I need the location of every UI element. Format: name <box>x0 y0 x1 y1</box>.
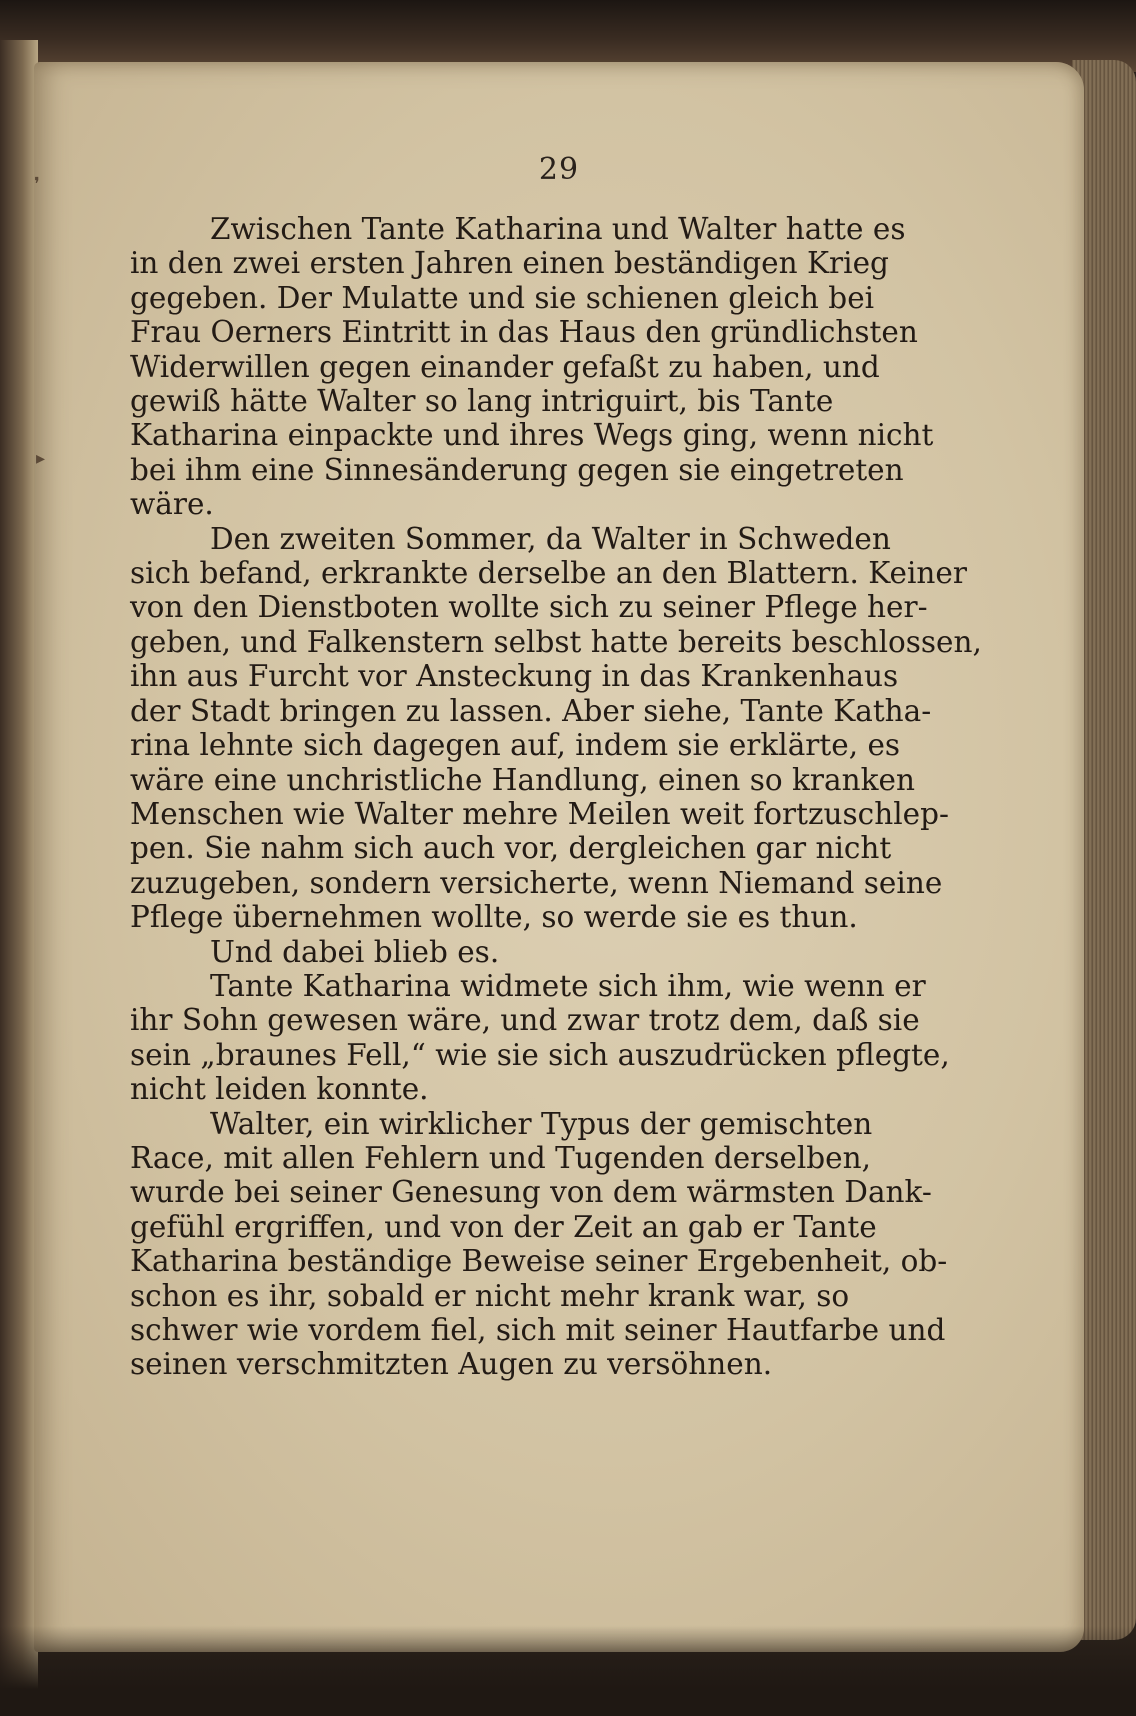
text-line: Widerwillen gegen einander gefaßt zu haben, und <box>130 349 880 384</box>
text-line: wurde bei seiner Genesung von dem wärmsten Dank- <box>130 1175 932 1210</box>
text-line: von den Dienstboten wollte sich zu seiner Pflege her- <box>130 590 928 625</box>
text-line: wäre eine unchristliche Handlung, einen so kranken <box>130 762 915 797</box>
margin-mark: ❜ <box>34 174 40 195</box>
text-line: der Stadt bringen zu lassen. Aber siehe, Tante Katha- <box>130 693 932 728</box>
text-line: Und dabei blieb es. <box>210 934 500 969</box>
text-line: nicht leiden konnte. <box>130 1072 429 1107</box>
text-line: schwer wie vordem fiel, sich mit seiner Hautfarbe und <box>130 1313 946 1347</box>
paragraph <box>130 969 970 1107</box>
paragraph <box>130 935 970 969</box>
text-line: gefühl ergriffen, und von der Zeit an gab er Tante <box>130 1209 877 1244</box>
book-page <box>34 62 1084 1652</box>
text-line: zuzugeben, sondern versicherte, wenn Niemand seine <box>130 865 943 900</box>
text-line: Katharina beständige Beweise seiner Ergebenheit, ob- <box>130 1244 948 1279</box>
paragraph <box>130 521 982 935</box>
text-line: sich befand, erkrankte derselbe an den Blattern. Keiner <box>130 556 967 591</box>
paragraph <box>130 1107 970 1382</box>
text-line: sein „braunes Fell,“ wie sie sich auszudrücken pflegte, <box>130 1037 950 1072</box>
text-line: gewiß hätte Walter so lang intriguirt, bis Tante <box>130 384 834 419</box>
body-text <box>130 212 982 1382</box>
page-number: 29 <box>538 152 580 187</box>
text-line: Den zweiten Sommer, da Walter in Schweden <box>210 521 891 556</box>
text-line: in den zwei ersten Jahren einen beständigen Krieg <box>130 246 889 281</box>
text-line: ihr Sohn gewesen wäre, und zwar trotz dem, daß sie <box>130 1003 920 1038</box>
text-line: Menschen wie Walter mehre Meilen weit fortzuschlep- <box>130 796 949 831</box>
text-line: rina lehnte sich dagegen auf, indem sie erklärte, es <box>130 728 901 763</box>
text-line: Frau Oerners Eintritt in das Haus den gründlichsten <box>130 315 918 350</box>
text-line: bei ihm eine Sinnesänderung gegen sie eingetreten <box>130 452 904 487</box>
text-line: gegeben. Der Mulatte und sie schienen gleich bei <box>130 280 875 315</box>
text-line: Katharina einpackte und ihres Wegs ging, wenn nicht <box>130 418 934 453</box>
book-gutter <box>0 40 38 1716</box>
text-line: Tante Katharina widmete sich ihm, wie wenn er <box>210 968 926 1003</box>
margin-mark: ▸ <box>36 448 46 469</box>
paragraph <box>130 212 970 522</box>
text-line: Walter, ein wirklicher Typus der gemischten <box>210 1106 873 1141</box>
text-line: seinen verschmitzten Augen zu versöhnen. <box>130 1347 773 1382</box>
text-line: ihn aus Furcht vor Ansteckung in das Krankenhaus <box>130 659 899 694</box>
text-line: schon es ihr, sobald er nicht mehr krank war, so <box>130 1278 850 1313</box>
text-line: Pflege übernehmen wollte, so werde sie es thun. <box>130 900 858 935</box>
text-line: pen. Sie nahm sich auch vor, dergleichen gar nicht <box>130 831 892 866</box>
text-line: Race, mit allen Fehlern und Tugenden derselben, <box>130 1140 872 1175</box>
text-line: wäre. <box>130 487 214 522</box>
text-line: geben, und Falkenstern selbst hatte bereits beschlossen, <box>130 624 982 659</box>
text-line: Zwischen Tante Katharina und Walter hatte es <box>210 212 906 246</box>
book-bottom-shadow <box>0 1626 1136 1716</box>
